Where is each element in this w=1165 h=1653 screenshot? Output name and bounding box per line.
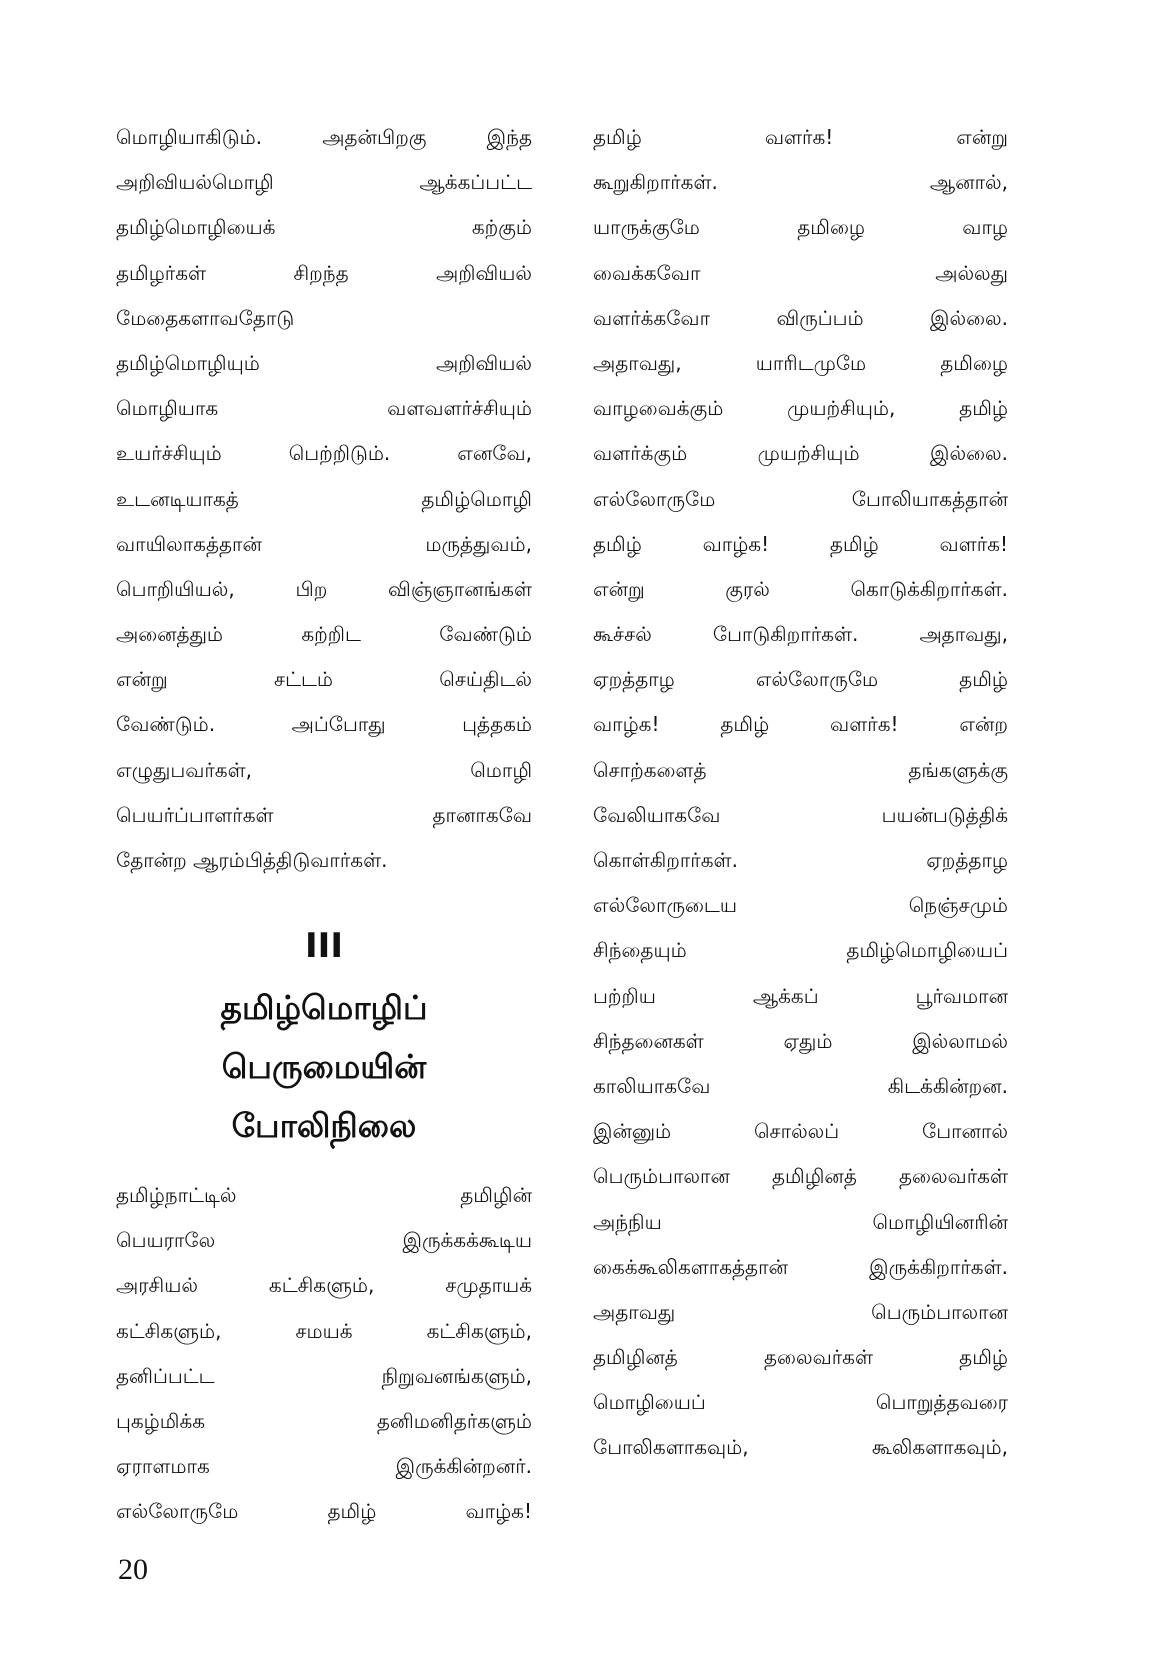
chapter-title-line-3: போலிநிலை [231, 1106, 417, 1145]
text-line: என்று குரல் கொடுக்கிறார்கள். [593, 576, 1008, 601]
text-line: எல்லோருடைய நெஞ்சமும் [593, 893, 1008, 918]
text-line: தமிழ் வாழ்க! தமிழ் வளர்க! [593, 531, 1008, 556]
text-line: கட்சிகளும், சமயக் கட்சிகளும், [116, 1318, 532, 1343]
text-line: கூறுகிறார்கள். ஆனால், [593, 170, 1008, 195]
text-line: மொழியாக வளவளர்ச்சியும் [116, 396, 532, 421]
text-line: தமிழினத் தலைவர்கள் தமிழ் [593, 1345, 1008, 1370]
left-column-top [116, 115, 532, 883]
chapter-heading [116, 916, 532, 1155]
text-line: வேலியாகவே பயன்படுத்திக் [593, 802, 1008, 827]
text-line: எல்லோருமே தமிழ் வாழ்க! [116, 1499, 532, 1524]
text-line: சிந்தையும் தமிழ்மொழியைப் [593, 938, 1008, 963]
text-line: பெயர்ப்பாளர்கள் தானாகவே [116, 802, 532, 827]
text-line: வேண்டும். அப்போது புத்தகம் [116, 712, 532, 737]
text-line: அதாவது, யாரிடமுமே தமிழை [593, 350, 1008, 375]
text-line: கூச்சல் போடுகிறார்கள். அதாவது, [593, 622, 1008, 647]
text-line: அறிவியல்மொழி ஆக்கப்பட்ட [116, 170, 532, 195]
text-line: அனைத்தும் கற்றிட வேண்டும் [116, 622, 532, 647]
text-line: வளர்க்கும் முயற்சியும் இல்லை. [593, 441, 1008, 466]
text-line: வாயிலாகத்தான் மருத்துவம், [116, 531, 532, 556]
text-line: பற்றிய ஆக்கப் பூர்வமான [593, 983, 1008, 1008]
text-line: ஏறத்தாழ எல்லோருமே தமிழ் [593, 667, 1008, 692]
text-line: யாருக்குமே தமிழை வாழ [593, 215, 1008, 240]
text-line: ஏராளமாக இருக்கின்றனர். [116, 1454, 532, 1479]
text-line: மொழியாகிடும். அதன்பிறகு இந்த [116, 125, 532, 149]
text-line: வளர்க்கவோ விருப்பம் இல்லை. [593, 305, 1008, 330]
page-number: 20 [118, 1553, 148, 1586]
left-column-bottom [116, 1173, 532, 1535]
text-line: காலியாகவே கிடக்கின்றன. [593, 1073, 1008, 1098]
text-line: சிந்தனைகள் ஏதும் இல்லாமல் [593, 1028, 1008, 1053]
text-line: தமிழ் வளர்க! என்று [593, 125, 1008, 149]
text-line: என்று சட்டம் செய்திடல் [116, 667, 532, 692]
text-line: உடனடியாகத் தமிழ்மொழி [116, 486, 532, 511]
text-line: சொற்களைத் தங்களுக்கு [593, 757, 1008, 782]
text-line: தமிழ்மொழியைக் கற்கும் [116, 215, 532, 240]
text-line: அந்நிய மொழியினரின் [593, 1209, 1008, 1234]
text-line: பொறியியல், பிற விஞ்ஞானங்கள் [116, 576, 532, 601]
text-line: அரசியல் கட்சிகளும், சமுதாயக் [116, 1273, 532, 1298]
chapter-title-line-2: பெருமையின் [221, 1047, 427, 1086]
text-line: வாழவைக்கும் முயற்சியும், தமிழ் [593, 396, 1008, 421]
text-line: அதாவது பெரும்பாலான [593, 1299, 1008, 1324]
text-line: தனிப்பட்ட நிறுவனங்களும், [116, 1363, 532, 1388]
text-line: எழுதுபவர்கள், மொழி [116, 757, 532, 782]
text-line: இன்னும் சொல்லப் போனால் [593, 1119, 1008, 1144]
text-line: மொழியைப் பொறுத்தவரை [593, 1390, 1008, 1415]
text-line: உயர்ச்சியும் பெற்றிடும். எனவே, [116, 441, 532, 466]
text-line: எல்லோருமே போலியாகத்தான் [593, 486, 1008, 511]
text-line: தமிழ்நாட்டில் தமிழின் [116, 1183, 532, 1207]
chapter-title-line-1: தமிழ்மொழிப் [220, 988, 428, 1027]
text-line: தமிழ்மொழியும் அறிவியல் [116, 350, 532, 375]
text-line: கொள்கிறார்கள். ஏறத்தாழ [593, 848, 1008, 872]
text-line: புகழ்மிக்க தனிமனிதர்களும் [116, 1408, 532, 1433]
text-line: பெயராலே இருக்கக்கூடிய [116, 1228, 532, 1253]
text-line: வைக்கவோ அல்லது [593, 260, 1008, 285]
text-line: மேதைகளாவதோடு [116, 305, 295, 330]
right-column [593, 115, 1008, 1471]
text-line: கைக்கூலிகளாகத்தான் இருக்கிறார்கள். [593, 1254, 1008, 1279]
text-line: போலிகளாகவும், கூலிகளாகவும், [593, 1435, 1008, 1460]
text-line: பெரும்பாலான தமிழினத் தலைவர்கள் [593, 1164, 1008, 1189]
text-line: தோன்ற ஆரம்பித்திடுவார்கள். [116, 848, 388, 872]
text-line: தமிழர்கள் சிறந்த அறிவியல் [116, 260, 532, 285]
chapter-number: III [305, 926, 343, 966]
text-line: வாழ்க! தமிழ் வளர்க! என்ற [593, 712, 1008, 737]
